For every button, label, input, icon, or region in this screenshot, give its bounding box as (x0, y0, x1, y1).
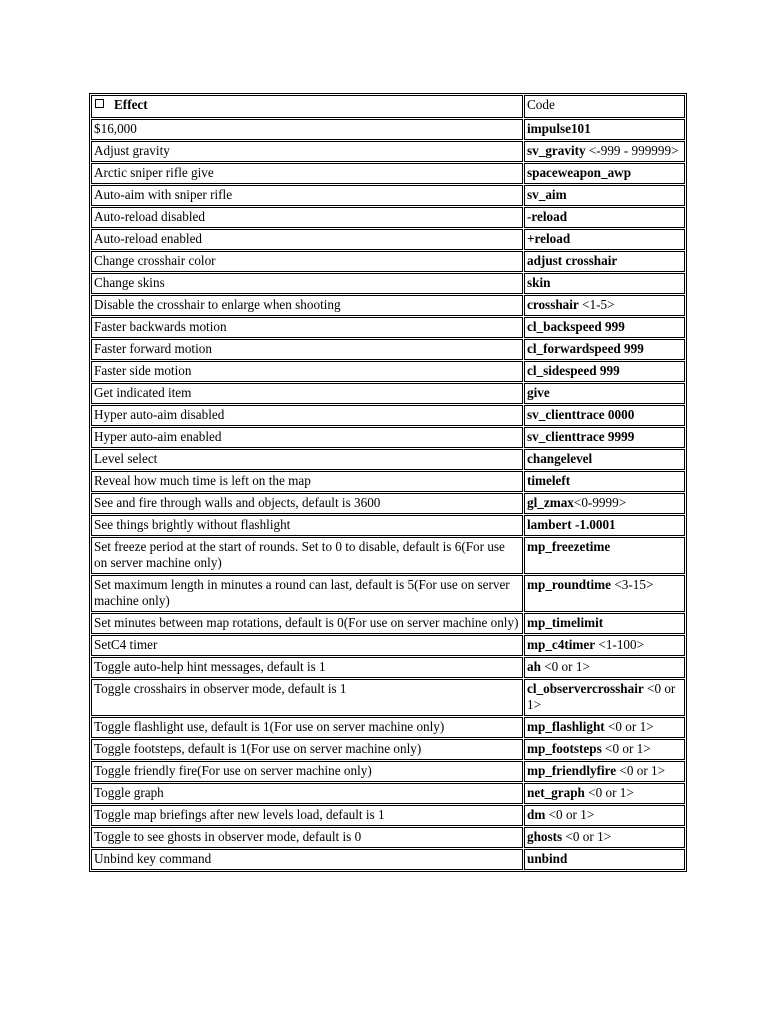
effect-cell (91, 229, 523, 250)
table-row (91, 427, 685, 448)
effect-cell (91, 119, 523, 140)
code-command: +reload (527, 231, 571, 246)
effect-cell (91, 427, 523, 448)
effect-text: Auto-aim with sniper rifle (94, 187, 233, 202)
effect-text: Get indicated item (94, 385, 192, 400)
code-arguments: <0-9999> (573, 495, 627, 510)
code-cell (524, 251, 685, 272)
table-row (91, 827, 685, 848)
effect-cell (91, 361, 523, 382)
effect-cell (91, 185, 523, 206)
effect-text: Change crosshair color (94, 253, 216, 268)
code-command: sv_aim (527, 187, 567, 202)
code-command: impulse101 (527, 121, 591, 136)
code-cell (524, 471, 685, 492)
code-cell (524, 273, 685, 294)
effect-cell (91, 339, 523, 360)
effect-text: Disable the crosshair to enlarge when shooting (94, 297, 341, 312)
code-arguments: <0 or 1> (584, 785, 634, 800)
code-cell (524, 427, 685, 448)
table-row (91, 361, 685, 382)
table-row (91, 251, 685, 272)
code-arguments: <1-5> (578, 297, 615, 312)
code-cell (524, 717, 685, 738)
code-cell (524, 805, 685, 826)
effect-text: Auto-reload enabled (94, 231, 203, 246)
effect-column-header (91, 95, 523, 118)
effect-text: Toggle auto-help hint messages, default is 1 (94, 659, 326, 674)
table-row (91, 717, 685, 738)
code-cell (524, 185, 685, 206)
table-row (91, 273, 685, 294)
code-cell (524, 761, 685, 782)
code-cell (524, 119, 685, 140)
code-arguments: <0 or 1> (616, 763, 666, 778)
code-arguments: <3-15> (611, 577, 654, 592)
effect-cell (91, 827, 523, 848)
code-cell (524, 361, 685, 382)
code-column-header (524, 95, 685, 118)
effect-text: See and fire through walls and objects, default is 3600 (94, 495, 381, 510)
table-row (91, 471, 685, 492)
code-command: timeleft (527, 473, 571, 488)
effect-text: Faster forward motion (94, 341, 212, 356)
code-command: unbind (527, 851, 568, 866)
effect-cell (91, 515, 523, 536)
table-row (91, 185, 685, 206)
effect-cell (91, 761, 523, 782)
effect-text: Set minutes between map rotations, default is 0(For use on server machine only) (94, 615, 519, 630)
code-command: mp_freezetime (527, 539, 611, 554)
effect-cell (91, 537, 523, 574)
code-arguments: <0 or 1> (545, 807, 595, 822)
effect-text: Toggle to see ghosts in observer mode, default is 0 (94, 829, 362, 844)
table-row (91, 761, 685, 782)
code-cell (524, 449, 685, 470)
effect-cell (91, 805, 523, 826)
effect-text: Set freeze period at the start of rounds. Set to 0 to disable, default is 6(For use on server machine only) (94, 539, 505, 570)
code-arguments: <-999 - 999999> (585, 143, 679, 158)
cheat-code-table (89, 93, 687, 872)
effect-cell (91, 471, 523, 492)
code-command: spaceweapon_awp (527, 165, 632, 180)
effect-text: Toggle graph (94, 785, 164, 800)
table-row (91, 449, 685, 470)
effect-text: Toggle map briefings after new levels load, default is 1 (94, 807, 385, 822)
code-command: lambert -1.0001 (527, 517, 616, 532)
table-row (91, 657, 685, 678)
effect-cell (91, 207, 523, 228)
code-cell (524, 657, 685, 678)
effect-cell (91, 849, 523, 870)
effect-text: $16,000 (94, 121, 137, 136)
effect-text: Hyper auto-aim disabled (94, 407, 225, 422)
code-command: -reload (527, 209, 568, 224)
code-arguments: <0 or 1> (540, 659, 590, 674)
table-row (91, 849, 685, 870)
code-cell (524, 679, 685, 716)
effect-text: Auto-reload disabled (94, 209, 205, 224)
code-cell (524, 163, 685, 184)
code-command: net_graph (527, 785, 585, 800)
code-cell (524, 783, 685, 804)
table-row (91, 163, 685, 184)
code-command: sv_clienttrace 0000 (527, 407, 635, 422)
code-cell (524, 575, 685, 612)
effect-text: Toggle flashlight use, default is 1(For use on server machine only) (94, 719, 445, 734)
effect-cell (91, 717, 523, 738)
table-row (91, 229, 685, 250)
code-cell (524, 317, 685, 338)
code-arguments: <0 or 1> (527, 681, 676, 712)
code-command: skin (527, 275, 551, 290)
effect-text: Set maximum length in minutes a round can last, default is 5(For use on server machine only) (94, 577, 510, 608)
table-row (91, 119, 685, 140)
code-cell (524, 295, 685, 316)
table-row (91, 575, 685, 612)
code-command: cl_forwardspeed 999 (527, 341, 644, 356)
effect-cell (91, 635, 523, 656)
effect-cell (91, 251, 523, 272)
effect-cell (91, 141, 523, 162)
code-command: mp_c4timer (527, 637, 596, 652)
table-row (91, 739, 685, 760)
code-command: sv_clienttrace 9999 (527, 429, 635, 444)
table-row (91, 405, 685, 426)
code-cell (524, 493, 685, 514)
table-row (91, 613, 685, 634)
code-cell (524, 739, 685, 760)
effect-cell (91, 405, 523, 426)
effect-text: Toggle crosshairs in observer mode, default is 1 (94, 681, 347, 696)
code-cell (524, 141, 685, 162)
table-body (91, 119, 685, 870)
effect-text: Toggle friendly fire(For use on server machine only) (94, 763, 372, 778)
table-row (91, 207, 685, 228)
effect-text: Adjust gravity (94, 143, 170, 158)
table-row (91, 679, 685, 716)
effect-cell (91, 657, 523, 678)
table-row (91, 805, 685, 826)
effect-cell (91, 613, 523, 634)
code-cell (524, 537, 685, 574)
code-command: dm (527, 807, 546, 822)
code-cell (524, 849, 685, 870)
code-cell (524, 405, 685, 426)
effect-text: SetC4 timer (94, 637, 158, 652)
effect-cell (91, 679, 523, 716)
effect-cell (91, 493, 523, 514)
table-row (91, 783, 685, 804)
effect-text: Unbind key command (94, 851, 212, 866)
code-command: mp_footsteps (527, 741, 602, 756)
code-cell (524, 515, 685, 536)
table-row (91, 635, 685, 656)
code-arguments: <0 or 1> (562, 829, 612, 844)
effect-text: Toggle footsteps, default is 1(For use on server machine only) (94, 741, 422, 756)
effect-text: Faster side motion (94, 363, 192, 378)
code-command: cl_sidespeed 999 (527, 363, 620, 378)
code-command: mp_flashlight (527, 719, 605, 734)
table-row (91, 493, 685, 514)
code-arguments: <0 or 1> (604, 719, 654, 734)
code-header-label: Code (527, 97, 555, 112)
table-row (91, 515, 685, 536)
code-command: give (527, 385, 550, 400)
effect-cell (91, 317, 523, 338)
code-command: mp_friendlyfire (527, 763, 617, 778)
effect-text: Arctic sniper rifle give (94, 165, 214, 180)
header-row (91, 95, 685, 118)
effect-text: See things brightly without flashlight (94, 517, 291, 532)
code-arguments: <1-100> (595, 637, 645, 652)
code-command: cl_observercrosshair (527, 681, 644, 696)
effect-cell (91, 383, 523, 404)
code-cell (524, 383, 685, 404)
table-row (91, 141, 685, 162)
effect-cell (91, 575, 523, 612)
table-header (91, 95, 685, 118)
effect-text: Change skins (94, 275, 165, 290)
table-row (91, 317, 685, 338)
code-cell (524, 635, 685, 656)
code-cell (524, 339, 685, 360)
effect-cell (91, 295, 523, 316)
effect-cell (91, 273, 523, 294)
code-command: mp_roundtime (527, 577, 612, 592)
table-row (91, 295, 685, 316)
effect-header-label: Effect (114, 97, 148, 112)
code-command: ah (527, 659, 541, 674)
table-row (91, 537, 685, 574)
effect-text: Hyper auto-aim enabled (94, 429, 222, 444)
table-row (91, 383, 685, 404)
table-row (91, 339, 685, 360)
effect-cell (91, 739, 523, 760)
effect-cell (91, 449, 523, 470)
code-arguments: <0 or 1> (601, 741, 651, 756)
effect-cell (91, 163, 523, 184)
code-command: cl_backspeed 999 (527, 319, 625, 334)
code-command: ghosts (527, 829, 563, 844)
code-command: mp_timelimit (527, 615, 604, 630)
code-command: crosshair (527, 297, 579, 312)
effect-cell (91, 783, 523, 804)
code-command: gl_zmax (527, 495, 574, 510)
code-command: sv_gravity (527, 143, 586, 158)
code-cell (524, 827, 685, 848)
checkbox-icon (95, 99, 104, 108)
code-command: changelevel (527, 451, 593, 466)
effect-text: Level select (94, 451, 158, 466)
effect-text: Reveal how much time is left on the map (94, 473, 311, 488)
code-cell (524, 207, 685, 228)
code-command: adjust crosshair (527, 253, 618, 268)
code-cell (524, 229, 685, 250)
effect-text: Faster backwards motion (94, 319, 227, 334)
code-cell (524, 613, 685, 634)
